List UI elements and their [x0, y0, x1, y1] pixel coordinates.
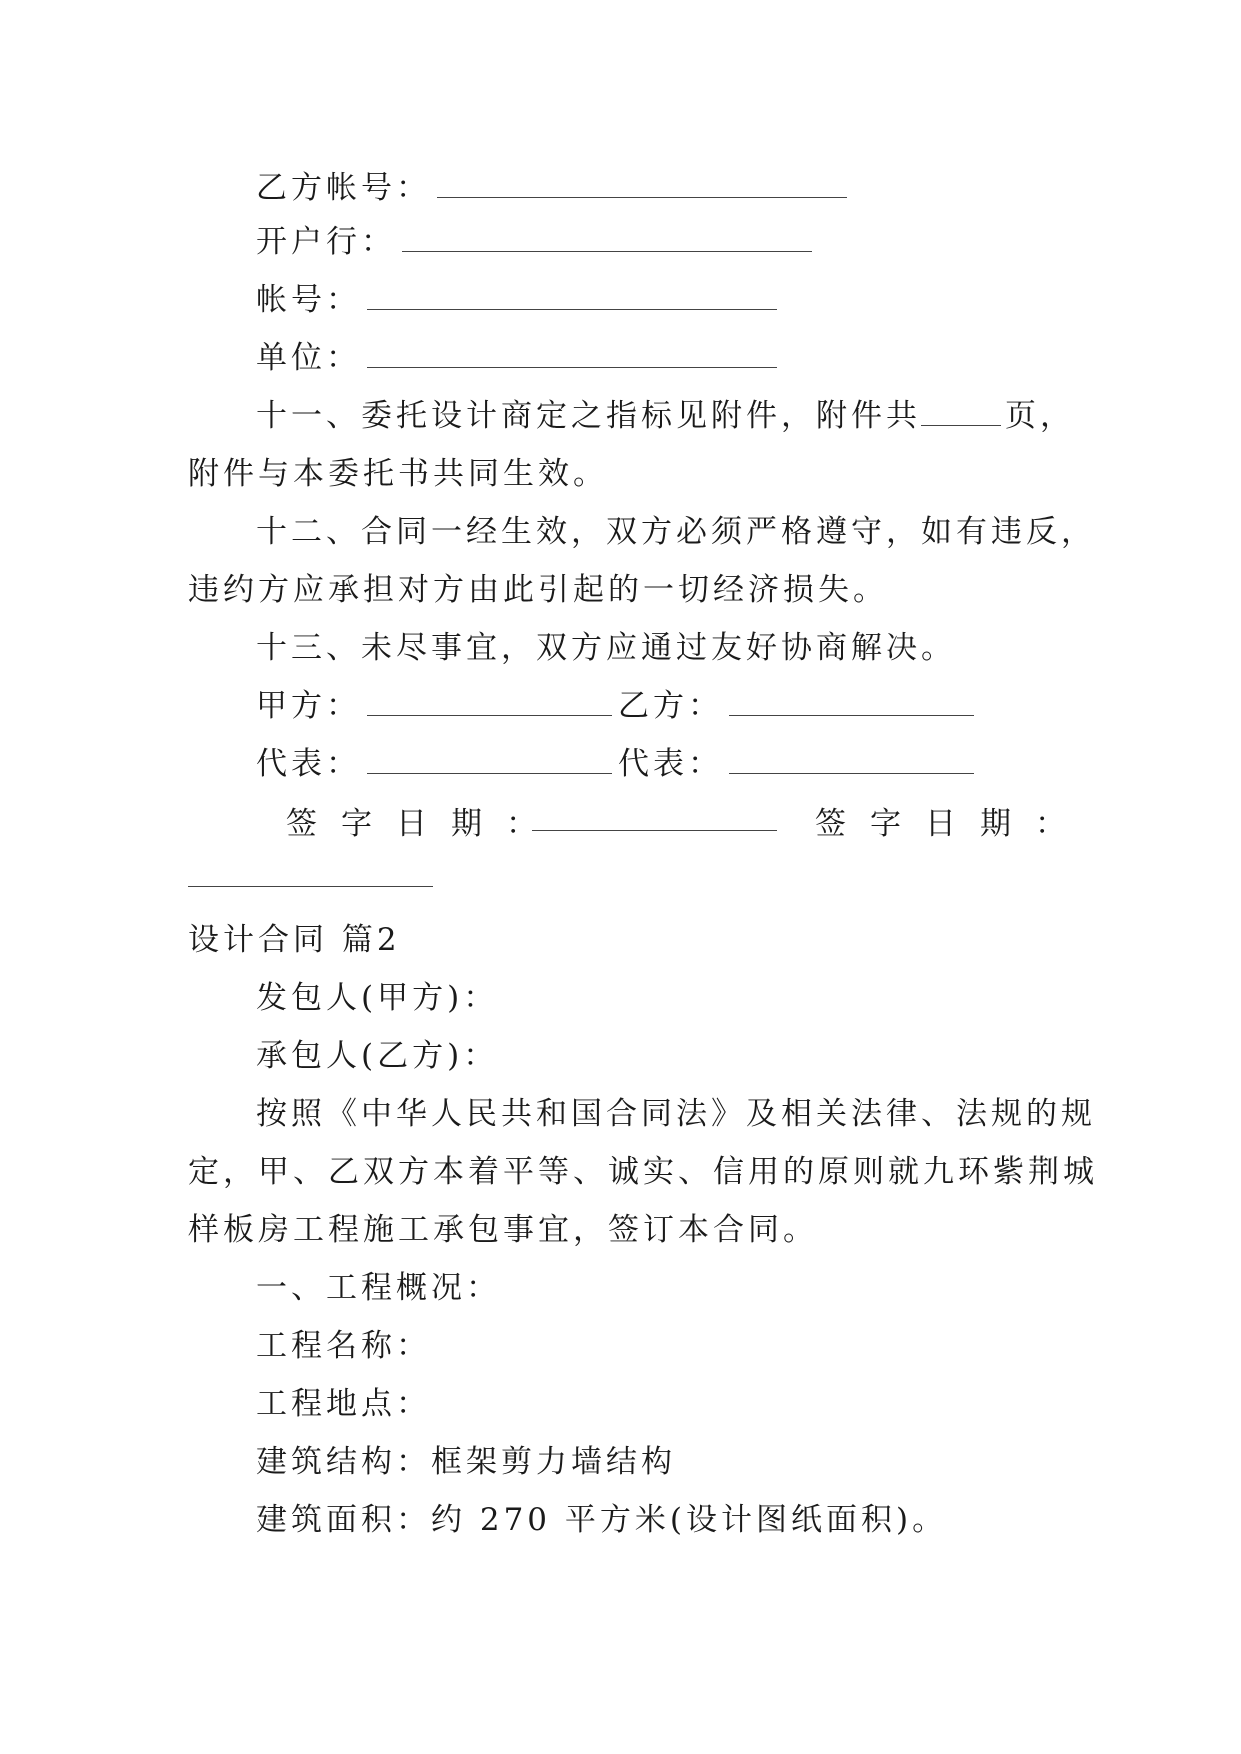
party-b-label: 乙方：	[618, 688, 723, 724]
clause13-line: 十三、未尽事宜，双方应通过友好协商解决。	[256, 630, 956, 666]
account-line	[256, 280, 777, 320]
sign-date-b-blank	[188, 886, 433, 887]
account-blank	[367, 287, 777, 310]
rep-b-line	[618, 744, 974, 784]
contract-heading: 设计合同 篇2	[188, 922, 401, 958]
area-line: 建筑面积：约 270 平方米(设计图纸面积)。	[256, 1502, 948, 1538]
account-label: 帐号：	[256, 282, 361, 318]
account-b-line	[256, 168, 847, 208]
sign-date-a-line	[286, 804, 561, 844]
clause11-text-a: 十一、委托设计商定之指标见附件，附件共	[256, 398, 921, 434]
rep-a-line	[256, 744, 612, 784]
party-a-blank	[367, 693, 612, 716]
bank-line	[256, 222, 812, 262]
unit-label: 单位：	[256, 340, 361, 376]
structure-line: 建筑结构：框架剪力墙结构	[256, 1444, 676, 1480]
unit-line	[256, 338, 777, 378]
party-b-blank	[729, 693, 974, 716]
contractor-line: 承包人(乙方)：	[256, 1038, 499, 1074]
attachment-pages-blank	[921, 403, 1001, 426]
intro-line1: 按照《中华人民共和国合同法》及相关法律、法规的规	[256, 1096, 1096, 1132]
clause12-line2: 违约方应承担对方由此引起的一切经济损失。	[188, 572, 888, 608]
clause11-line1	[256, 396, 1075, 436]
bank-label: 开户行：	[256, 224, 396, 260]
sign-date-a-blank	[532, 830, 777, 831]
account-b-blank	[437, 175, 847, 198]
intro-line2: 定，甲、乙双方本着平等、诚实、信用的原则就九环紫荆城	[188, 1154, 1098, 1190]
clause12-line1: 十二、合同一经生效，双方必须严格遵守，如有违反，	[256, 514, 1096, 550]
account-b-label: 乙方帐号：	[256, 170, 431, 206]
section1-heading: 一、工程概况：	[256, 1270, 501, 1306]
rep-b-label: 代表：	[618, 746, 723, 782]
party-b-line	[618, 686, 974, 726]
employer-line: 发包人(甲方)：	[256, 980, 499, 1016]
party-line	[256, 686, 612, 726]
project-name-line: 工程名称：	[256, 1328, 431, 1364]
party-a-label: 甲方：	[256, 688, 361, 724]
sign-date-b-line	[815, 804, 1090, 844]
bank-blank	[402, 229, 812, 252]
sign-date-a-label: 签字日期：	[286, 806, 561, 842]
rep-b-blank	[729, 751, 974, 774]
sign-date-b-label: 签字日期：	[815, 806, 1090, 842]
project-location-line: 工程地点：	[256, 1386, 431, 1422]
rep-a-label: 代表：	[256, 746, 361, 782]
clause11-text-b: 页，	[1005, 398, 1075, 434]
intro-line3: 样板房工程施工承包事宜，签订本合同。	[188, 1212, 818, 1248]
rep-a-blank	[367, 751, 612, 774]
unit-blank	[367, 345, 777, 368]
clause11-line2: 附件与本委托书共同生效。	[188, 456, 608, 492]
